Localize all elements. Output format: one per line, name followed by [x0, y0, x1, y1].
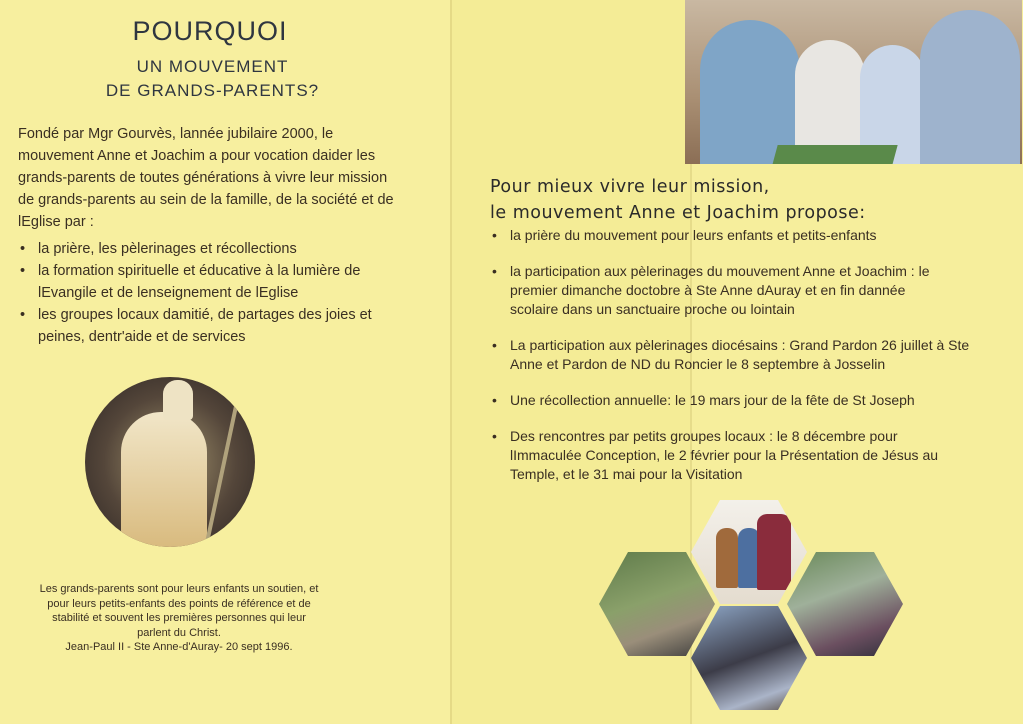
list-item — [490, 336, 1000, 374]
intro-paragraph — [18, 123, 438, 233]
quote-block — [14, 582, 344, 655]
list-item-line: peines, dentr'aide et de services — [38, 329, 246, 345]
list-item-line: • les groupes locaux damitié, de partages des joies et — [38, 307, 372, 323]
grandfather-figure — [700, 20, 800, 164]
list-item-line: • la formation spirituelle et éducative à la lumière de — [38, 263, 361, 279]
intro-line: Fondé par Mgr Gourvès, lannée jubilaire 2000, le — [18, 126, 334, 142]
list-item-line: • Des rencontres par petits groupes locaux : le 8 décembre pour — [510, 428, 898, 444]
list-item-line: • la participation aux pèlerinages du mouvement Anne et Joachim : le — [510, 263, 930, 279]
list-item-line: Temple, et le 31 mai pour la Visitation — [510, 466, 743, 482]
list-item-line: scolaire dans un sanctuaire proche ou lointain — [510, 301, 795, 317]
list-item-line: • La participation aux pèlerinages diocésains : Grand Pardon 26 juillet à Ste — [510, 337, 970, 353]
list-item — [18, 238, 438, 260]
list-item-line: • la prière du mouvement pour leurs enfants et petits-enfants — [510, 227, 877, 243]
list-item-line: lImmaculée Conception, le 2 février pour la Présentation de Jésus au — [510, 447, 939, 463]
list-item — [490, 226, 1000, 245]
list-item — [490, 427, 1000, 484]
grandmother-figure — [920, 10, 1020, 164]
right-bullet-list — [490, 226, 1000, 501]
quote-line: stabilité et souvent les premières personnes qui leur — [52, 612, 306, 624]
list-item — [18, 304, 438, 348]
list-item-line: Anne et Pardon de ND du Roncier le 8 septembre à Josselin — [510, 356, 886, 372]
quote-line: pour leurs petits-enfants des points de référence et de — [47, 597, 311, 610]
family-photo — [685, 0, 1022, 164]
quote-line: parlent du Christ. — [137, 626, 221, 639]
intro-line: lEglise par : — [18, 214, 94, 230]
list-item — [18, 260, 438, 304]
left-bullet-list — [18, 238, 438, 348]
pope-photo — [85, 377, 255, 547]
pope-robe — [121, 412, 207, 547]
quote-attribution: Jean-Paul II - Ste Anne-d'Auray- 20 sept 1996. — [65, 641, 293, 653]
subtitle-line: DE GRANDS-PARENTS? — [105, 81, 320, 100]
statue-figure — [757, 514, 791, 590]
intro-line: de grands-parents au sein de la famille, de la société et de — [18, 192, 394, 208]
pope-mitre — [163, 380, 193, 420]
page-title: POURQUOI — [132, 16, 288, 46]
intro-line: grands-parents de toutes générations à vivre leur mission — [18, 170, 388, 186]
fold-line — [450, 0, 452, 724]
list-item — [490, 391, 1000, 410]
proposal-heading — [490, 174, 970, 226]
list-item-line: lEvangile et de lenseignement de lEglise — [38, 285, 299, 301]
list-item — [490, 262, 1000, 319]
subtitle-line: UN MOUVEMENT — [136, 57, 289, 76]
list-item-line: • Une récollection annuelle: le 19 mars jour de la fête de St Joseph — [510, 392, 915, 408]
intro-line: mouvement Anne et Joachim a pour vocation daider les — [18, 148, 376, 164]
book — [772, 145, 897, 164]
heading-line: Pour mieux vivre leur mission, — [490, 177, 770, 197]
quote-line: Les grands-parents sont pour leurs enfants un soutien, et — [39, 583, 319, 595]
list-item-line: premier dimanche doctobre à Ste Anne dAuray et en fin dannée — [510, 282, 906, 298]
statue-figure — [716, 528, 738, 588]
list-item-line: • la prière, les pèlerinages et récollections — [38, 241, 297, 257]
heading-line: le mouvement Anne et Joachim propose: — [490, 203, 866, 223]
